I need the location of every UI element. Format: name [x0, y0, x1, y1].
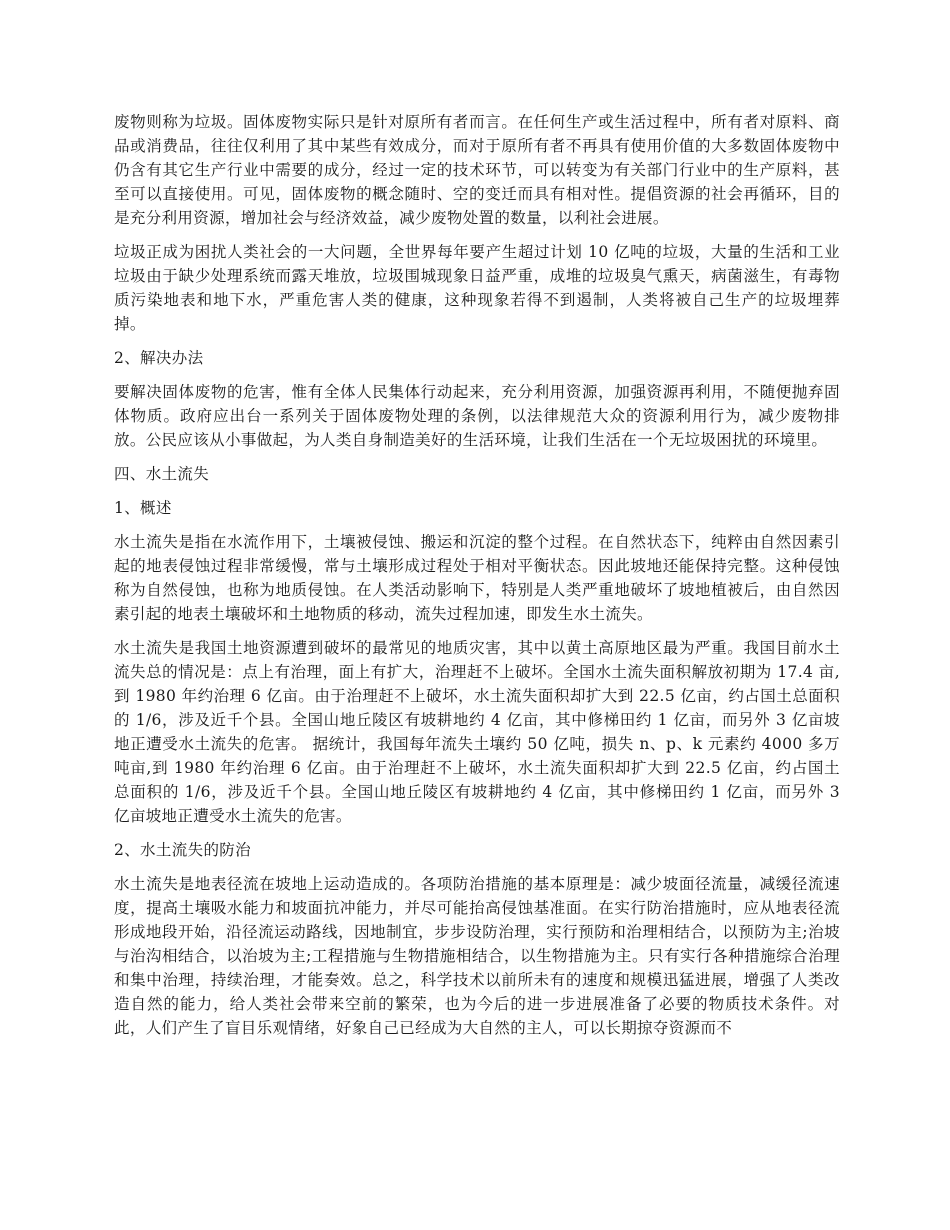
paragraph-garbage-problem: 垃圾正成为困扰人类社会的一大问题，全世界每年要产生超过计划 10 亿吨的垃圾，大量的生活和工业垃圾由于缺少处理系统而露天堆放，垃圾围城现象日益严重，成堆的垃圾臭气熏天，病菌滋生，有毒物质污染地表和地下水，严重危害人类的健康，这种现象若得不到遏制，人类将被自己生产的垃圾埋葬掉。 [114, 243, 840, 333]
paragraph-erosion-prevention: 水土流失是地表径流在坡地上运动造成的。各项防治措施的基本原理是：减少坡面径流量，减缓径流速度，提高土壤吸水能力和坡面抗冲能力，并尽可能抬高侵蚀基准面。在实行防治措施时，应从地表径流形成地段开始，沿径流运动路线，因地制宜，步步设防治理，实行预防和治理相结合，以预防为主;治坡与治沟相结合，以治坡为主;工程措施与生物措施相结合，以生物措施为主。只有实行各种措施综合治理和集中治理，持续治理，才能奏效。总之，科学技术以前所未有的速度和规模迅猛进展，增强了人类改造自然的能力，给人类社会带来空前的繁荣，也为今后的进一步进展准备了必要的物质技术条件。对此，人们产生了盲目乐观情绪，好象自己已经成为大自然的主人，可以长期掠夺资源而不 [114, 875, 840, 1037]
heading-solution: 2、解决办法 [114, 349, 204, 367]
document-page [114, 110, 840, 1050]
heading-overview: 1、概述 [114, 499, 172, 517]
paragraph-erosion-definition: 水土流失是指在水流作用下，土壤被侵蚀、搬运和沉淀的整个过程。在自然状态下，纯粹由自然因素引起的地表侵蚀过程非常缓慢，常与土壤形成过程处于相对平衡状态。因此坡地还能保持完整。这种侵蚀称为自然侵蚀，也称为地质侵蚀。在人类活动影响下，特别是人类严重地破坏了坡地植被后，由自然因素引起的地表土壤破坏和土地物质的移动，流失过程加速，即发生水土流失。 [114, 533, 840, 623]
heading-soil-erosion: 四、水土流失 [114, 465, 210, 483]
paragraph-solid-waste-definition: 废物则称为垃圾。固体废物实际只是针对原所有者而言。在任何生产或生活过程中，所有者对原料、商品或消费品，往往仅利用了其中某些有效成分，而对于原所有者不再具有使用价值的大多数固体废物中仍含有其它生产行业中需要的成分，经过一定的技术环节，可以转变为有关部门行业中的生产原料，甚至可以直接使用。可见，固体废物的概念随时、空的变迁而具有相对性。提倡资源的社会再循环，目的是充分利用资源，增加社会与经济效益，减少废物处置的数量，以利社会进展。 [114, 113, 840, 227]
heading-erosion-prevention: 2、水土流失的防治 [114, 841, 252, 859]
paragraph-erosion-china: 水土流失是我国土地资源遭到破坏的最常见的地质灾害，其中以黄土高原地区最为严重。我国目前水土流失总的情况是：点上有治理，面上有扩大，治理赶不上破坏。全国水土流失面积解放初期为 17.4 亩,到 1980 年约治理 6 亿亩。由于治理赶不上破坏，水土流失面积却扩大到 22.5 亿亩，约占国土总面积的 1/6，涉及近千个县。全国山地丘陵区有坡耕地约 4 亿亩，其中修梯田约 1 亿亩，而另外 3 亿亩坡地正遭受水土流失的危害。 据统计，我国每年流失土壤约 50 亿吨，损失 n、p、k 元素约 4000 多万吨亩,到 1980 年约治理 6 亿亩。由于治理赶不上破坏，水土流失面积却扩大到 22.5 亿亩，约占国土总面积的 1/6，涉及近千个县。全国山地丘陵区有坡耕地约 4 亿亩，其中修梯田约 1 亿亩，而另外 3 亿亩坡地正遭受水土流失的危害。 [114, 639, 840, 825]
paragraph-solution: 要解决固体废物的危害，惟有全体人民集体行动起来，充分利用资源，加强资源再利用，不随便抛弃固体物质。政府应出台一系列关于固体废物处理的条例，以法律规范大众的资源利用行为，减少废物排放。公民应该从小事做起，为人类自身制造美好的生活环境，让我们生活在一个无垃圾困扰的环境里。 [114, 383, 840, 449]
